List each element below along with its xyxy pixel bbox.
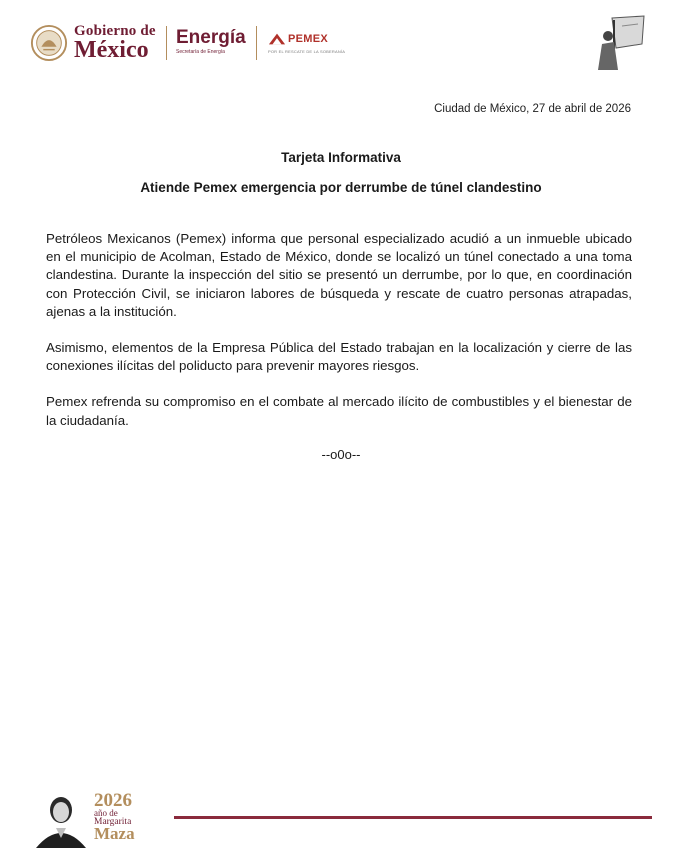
body-paragraph: Petróleos Mexicanos (Pemex) informa que personal especializado acudió a un inmueble ubicado en el municipio de Acolman, Estado de México, donde se localizó un túnel conectado a una toma clandestina. Durante la inspección del sitio se presentó un derrumbe, por lo que, en coordinación con Protección Civil, se iniciaron labores de búsqueda y rescate de cuatro personas atrapadas, ajenas a la institución. (46, 231, 632, 319)
document-body (46, 230, 632, 448)
body-paragraph: Pemex refrenda su compromiso en el combate al mercado ilícito de combustibles y el bienestar de la ciudadanía. (46, 394, 632, 428)
energia-sub-text: Secretaría de Energía (176, 49, 225, 55)
gobierno-top-text: Gobierno de (74, 23, 156, 39)
pemex-wordmark: PEMEX (288, 33, 329, 45)
dateline: Ciudad de México, 27 de abril de 2026 (434, 103, 631, 115)
document-type-title: Tarjeta Informativa (281, 150, 401, 165)
body-paragraph: Asimismo, elementos de la Empresa Pública del Estado trabajan en la localización y cierre de las conexiones ilícitas del poliducto para prevenir mayores riesgos. (46, 340, 632, 374)
pemex-eagle-icon (268, 31, 286, 47)
energia-logo (176, 28, 246, 55)
gobierno-main-text: México (74, 37, 149, 63)
footer (32, 786, 652, 848)
footer-rule (174, 816, 652, 819)
legend-last-name: Maza (94, 824, 135, 844)
legend-year: 2026 (94, 790, 132, 811)
closing-mark: --o0o-- (321, 447, 361, 462)
pemex-logo (268, 31, 345, 54)
margarita-maza-portrait-icon (32, 790, 90, 848)
logo-divider (256, 26, 257, 60)
legend-subtitle: año de (94, 808, 118, 819)
gobierno-logo (30, 22, 156, 64)
mexico-seal-icon (30, 24, 68, 62)
logo-divider (166, 26, 167, 60)
headline: Atiende Pemex emergencia por derrumbe de túnel clandestino (140, 180, 542, 195)
letterhead (28, 14, 654, 76)
year-legend (94, 792, 135, 842)
energia-main-text: Energía (176, 27, 246, 48)
flag-heroine-icon (592, 14, 648, 72)
legend-first-name: Margarita (94, 816, 132, 827)
pemex-tagline: POR EL RESCATE DE LA SOBERANÍA (268, 49, 346, 54)
